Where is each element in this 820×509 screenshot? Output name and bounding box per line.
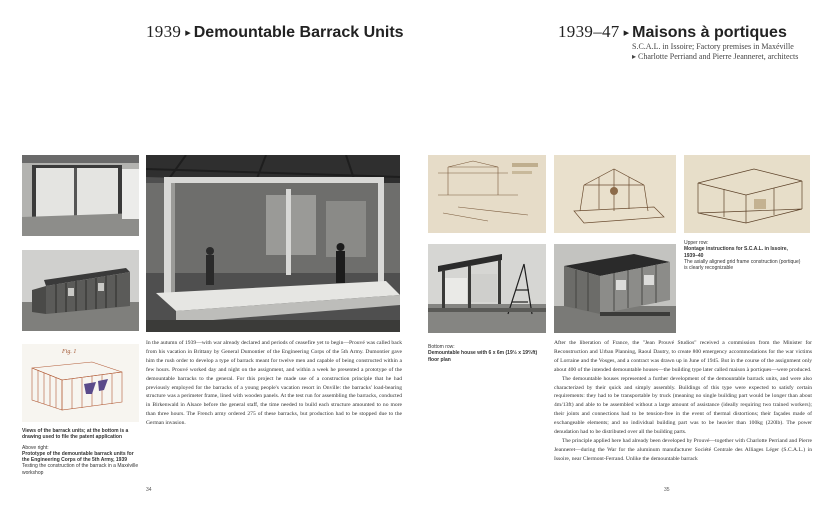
right-page-heading [558, 22, 787, 42]
photo-demountable-house-construction [428, 244, 546, 333]
heading-title: Demountable Barrack Units [193, 24, 404, 41]
heading-title: Maisons à portiques [632, 24, 787, 41]
heading-year: 1939–47 [558, 22, 620, 41]
left-body-text [146, 339, 402, 428]
left-page-heading [146, 22, 404, 42]
right-body-paragraph-1: After the liberation of France, the "Jean Prouvé Studios" received a commission from the Minister for Reconstruction and Urban Planning, Raoul Dautry, to create 800 emergency accommodations for the war victims of Lorraine and the Vosges, and a contract was drawn up in June of 1945. But in the course of the assignment only about 400 of the intended demountable houses—the building type later called maison à portiques—were produced. [554, 340, 812, 373]
patent-drawing [22, 344, 139, 422]
caption-upper-title: Montage instructions for S.C.A.L. in Issoire, 1939–40 [684, 246, 788, 259]
heading-year: 1939 [146, 22, 182, 41]
caption-upper-description: The axially aligned grid frame construction (portique) is clearly recognizable [684, 258, 801, 272]
left-caption-label: Above right: [22, 444, 49, 451]
patent-drawing-label: Fig. 1 [62, 349, 77, 355]
heading-arrow-icon: ▸ [185, 27, 191, 39]
right-subheading [632, 42, 817, 62]
sketch-montage-3 [684, 155, 810, 233]
right-body-paragraph-3: The principle applied here had already been developed by Prouvé—together with Charlotte Perriand and Pierre Jeanneret—during the War for the aluminum manufacturer Société Centrale des Alliages Léger (S.C.A.L.) in Issoire, near Clermont-Ferrand. Unlike the demountable barrack [554, 437, 812, 462]
sketch-montage-2 [554, 155, 676, 233]
right-body-paragraph-2: The demountable houses represented a further development of the demountable barrack units, and were also characterized by their quick and simply assembly. Buildings of this type were expected to satisfy certain requirements: they had to be transportable by truck (meaning no single building part would be longer than about 4m/13ft) and able to be assembled without a large amount of assistance (ideally requiring two trained workers); their joints and connections had to be tension-free in the event of thermal distortions; their façades made of exchangeable elements; and no individual building part was to be heavier than 100kg (220lb). The power denudation had to be distributed over all the building parts. [554, 375, 812, 436]
caption-bottom-label: Bottom row: [428, 344, 455, 350]
photo-prototype-workshop [146, 155, 400, 332]
heading-arrow-icon: ▸ [623, 27, 630, 39]
photo-barrack-interior [22, 155, 139, 236]
caption-upper-row [684, 240, 802, 271]
left-caption [22, 428, 140, 476]
caption-bottom-title: Demountable house with 6 x 6m (19½ x 19⅔ft) floor plan [428, 350, 538, 363]
photo-demountable-house-finished [554, 244, 676, 333]
subhead-line-1: S.C.A.L. in Issoire; Factory premises in Maxéville [632, 42, 794, 51]
left-caption-prototype: Prototype of the demountable barrack units for the Engineering Corps of the 5th Army, 1939 [22, 450, 134, 464]
right-page [410, 0, 820, 509]
photo-barrack-exterior [22, 250, 139, 331]
sketch-montage-1 [428, 155, 546, 233]
right-folio: 35 [664, 487, 670, 493]
subhead-line-2: ▸ Charlotte Perriand and Pierre Jeanneret, architects [632, 52, 799, 61]
caption-upper-label: Upper row: [684, 240, 709, 246]
left-body-paragraph: In the autumn of 1939—with war already declared and periods of ceasefire yet to begin—Prouvé was called back from his vacation in Brittany by General Dumontier of the Engineering Corps of the 5th Army. Dumontier gave him the rush order to develop a type of barrack meant for twelve men and capable of being constructed within a few hours. Prouvé worked day and night on the assignment, and within a week he presented a prototype of the demountable barracks to the general. For this project he made use of a construction principle that he had previously employed for the barracks of a young people's vacation resort in Onville: the barracks' load-bearing structure was a perimeter frame, lined with wooden panels. At the test run for assembling the barracks, conducted in Birkenwald in Alsace before the general staff, the time needed to build each structure amounted to no more than three hours. The French army ordered 275 of these barracks, but production had to be stopped due to the German invasion. [146, 340, 402, 427]
left-folio: 34 [146, 487, 152, 493]
right-body-text [554, 339, 812, 464]
left-caption-testing: Testing the construction of the barrack in a Maxéville workshop [22, 463, 139, 476]
caption-bottom-row [428, 344, 546, 363]
left-caption-views: Views of the barrack units; at the bottom is a drawing used to file the patent application [22, 428, 129, 441]
